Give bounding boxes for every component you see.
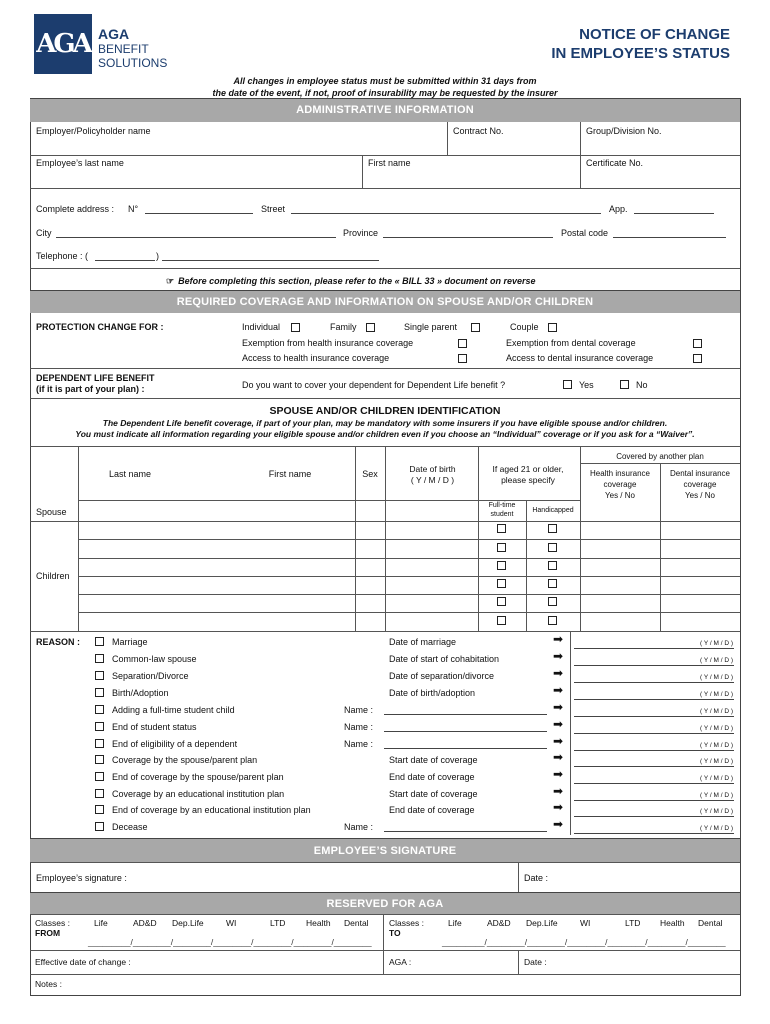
handicapped-checkbox-1[interactable] xyxy=(548,524,557,533)
ymd-hint: ( Y / M / D ) xyxy=(700,808,733,815)
student-checkbox-3[interactable] xyxy=(497,561,506,570)
reason-date-field-10[interactable] xyxy=(574,800,734,801)
reason-date-label-1: Date of marriage xyxy=(389,637,457,647)
street-field[interactable] xyxy=(291,213,601,214)
col-dental3: Yes / No xyxy=(685,491,715,500)
reason-date-field-1[interactable] xyxy=(574,648,734,649)
arrow-right-icon: ➡ xyxy=(553,632,564,646)
col-fulltime1: Full-time xyxy=(488,502,516,509)
arrow-right-icon: ➡ xyxy=(553,784,564,798)
reason-date-label-11: End date of coverage xyxy=(389,805,475,815)
arrow-right-icon: ➡ xyxy=(553,767,564,781)
handicapped-checkbox-4[interactable] xyxy=(548,579,557,588)
to-col-dental: Dental xyxy=(698,918,723,928)
from-col-ltd: LTD xyxy=(270,918,286,928)
reason-checkbox-9[interactable] xyxy=(95,772,104,781)
reason-name-field-5[interactable] xyxy=(384,714,547,715)
exempt-health-checkbox[interactable] xyxy=(458,339,467,348)
family-checkbox[interactable] xyxy=(366,323,375,332)
handicapped-checkbox-5[interactable] xyxy=(548,597,557,606)
children-row-label: Children xyxy=(36,571,70,581)
reason-date-field-2[interactable] xyxy=(574,665,734,666)
to-col-health: Health xyxy=(660,918,685,928)
arrow-right-icon: ➡ xyxy=(553,649,564,663)
spouse-title: SPOUSE AND/OR CHILDREN IDENTIFICATION xyxy=(269,405,501,417)
reason-item-11: End of coverage by an educational institution plan xyxy=(112,805,311,815)
spouse-note1: The Dependent Life benefit coverage, if part of your plan, may be mandatory with some insurers if you have eligible spouse and/or children. xyxy=(102,418,668,428)
province-field[interactable] xyxy=(383,237,553,238)
from-col-dental: Dental xyxy=(344,918,369,928)
logo-solutions: SOLUTIONS xyxy=(98,56,168,70)
telephone-close: ) xyxy=(156,251,159,261)
reason-name-field-6[interactable] xyxy=(384,731,547,732)
dep-life-yes-label: Yes xyxy=(579,380,594,390)
address-no-field[interactable] xyxy=(145,213,253,214)
reserved-header: RESERVED FOR AGA xyxy=(30,892,740,914)
reason-checkbox-7[interactable] xyxy=(95,739,104,748)
address-label: Complete address : xyxy=(36,204,115,214)
to-col-deplife: Dep.Life xyxy=(526,918,558,928)
ymd-hint: ( Y / M / D ) xyxy=(700,657,733,664)
reason-checkbox-6[interactable] xyxy=(95,722,104,731)
dep-life-question: Do you want to cover your dependent for Dependent Life benefit ? xyxy=(242,380,506,390)
col-aged1: If aged 21 or older, xyxy=(492,464,564,474)
couple-checkbox[interactable] xyxy=(548,323,557,332)
notes-label: Notes : xyxy=(35,979,62,989)
province-label: Province xyxy=(343,228,379,238)
ymd-hint: ( Y / M / D ) xyxy=(700,775,733,782)
reason-item-5: Adding a full-time student child xyxy=(112,705,235,715)
arrow-right-icon: ➡ xyxy=(553,700,564,714)
reason-checkbox-2[interactable] xyxy=(95,654,104,663)
student-checkbox-4[interactable] xyxy=(497,579,506,588)
from-class-fields[interactable]: _________/________/________/________/________/________/________ xyxy=(88,937,372,947)
ymd-hint: ( Y / M / D ) xyxy=(700,742,733,749)
reason-item-7: End of eligibility of a dependent xyxy=(112,739,238,749)
arrow-right-icon: ➡ xyxy=(553,800,564,814)
spouse-row-label: Spouse xyxy=(36,507,67,517)
reason-date-field-7[interactable] xyxy=(574,750,734,751)
to-col-life: Life xyxy=(448,918,462,928)
exempt-dental-checkbox[interactable] xyxy=(693,339,702,348)
city-label: City xyxy=(36,228,52,238)
app-field[interactable] xyxy=(634,213,714,214)
reason-checkbox-1[interactable] xyxy=(95,637,104,646)
postal-label: Postal code xyxy=(561,228,609,238)
student-checkbox-5[interactable] xyxy=(497,597,506,606)
covered-by-label: Covered by another plan xyxy=(616,452,704,461)
from-col-add: AD&D xyxy=(133,918,157,928)
to-col-ltd: LTD xyxy=(625,918,641,928)
dep-life-no-checkbox[interactable] xyxy=(620,380,629,389)
handicapped-checkbox-6[interactable] xyxy=(548,616,557,625)
reason-checkbox-12[interactable] xyxy=(95,822,104,831)
reason-date-field-12[interactable] xyxy=(574,833,734,834)
reason-name-field-7[interactable] xyxy=(384,748,547,749)
reason-item-6: End of student status xyxy=(112,722,197,732)
bill-note: ☞ Before completing this section, please refer to the « BILL 33 » document on reverse xyxy=(166,276,536,286)
ymd-hint: ( Y / M / D ) xyxy=(700,674,733,681)
app-label: App. xyxy=(609,204,628,214)
col-fulltime2: student xyxy=(490,511,514,518)
reason-item-8: Coverage by the spouse/parent plan xyxy=(112,755,258,765)
logo xyxy=(34,14,174,76)
reason-checkbox-8[interactable] xyxy=(95,755,104,764)
col-first-name: First name xyxy=(268,469,312,479)
telephone-label: Telephone : ( xyxy=(36,251,89,261)
reason-item-4: Birth/Adoption xyxy=(112,688,169,698)
intro-line2: the date of the event, if not, proof of insurability may be requested by the insurer xyxy=(212,88,558,98)
col-health3: Yes / No xyxy=(605,491,635,500)
from-label: FROM xyxy=(35,928,61,938)
reason-date-field-11[interactable] xyxy=(574,816,734,817)
reason-date-label-8: Start date of coverage xyxy=(389,755,478,765)
student-checkbox-6[interactable] xyxy=(497,616,506,625)
col-dob2: ( Y / M / D ) xyxy=(410,475,455,485)
spouse-note2: You must indicate all information regarding your eligible spouse and/or children even if you choose an “Individual” coverage or if you ask for a “Waiver”. xyxy=(75,429,695,439)
to-col-wi: WI xyxy=(580,918,591,928)
aga-label: AGA : xyxy=(389,957,412,967)
col-health2: coverage xyxy=(603,480,637,489)
arrow-right-icon: ➡ xyxy=(553,817,564,831)
arrow-right-icon: ➡ xyxy=(553,717,564,731)
reason-date-field-9[interactable] xyxy=(574,783,734,784)
reason-name-label-5: Name : xyxy=(344,705,374,715)
col-handicapped: Handicapped xyxy=(532,507,574,514)
classes-to-label: Classes : xyxy=(389,918,424,928)
reason-item-1: Marriage xyxy=(112,637,148,647)
individual-label: Individual xyxy=(242,322,281,332)
reason-date-label-3: Date of separation/divorce xyxy=(389,671,495,681)
col-sex: Sex xyxy=(362,469,378,479)
certificate-label: Certificate No. xyxy=(586,158,644,168)
reason-checkbox-11[interactable] xyxy=(95,805,104,814)
from-col-deplife: Dep.Life xyxy=(172,918,204,928)
col-last-name: Last name xyxy=(108,469,152,479)
single-parent-checkbox[interactable] xyxy=(471,323,480,332)
single-parent-label: Single parent xyxy=(404,322,458,332)
city-field[interactable] xyxy=(56,237,336,238)
reason-date-label-2: Date of start of cohabitation xyxy=(389,654,500,664)
family-label: Family xyxy=(330,322,357,332)
from-col-health: Health xyxy=(306,918,331,928)
ymd-hint: ( Y / M / D ) xyxy=(700,758,733,765)
reason-item-10: Coverage by an educational institution plan xyxy=(112,789,285,799)
reason-checkbox-3[interactable] xyxy=(95,671,104,680)
to-label: TO xyxy=(389,928,401,938)
logo-name: AGA xyxy=(98,26,130,42)
reason-date-field-8[interactable] xyxy=(574,766,734,767)
employee-signature-label: Employee’s signature : xyxy=(36,873,127,883)
ymd-hint: ( Y / M / D ) xyxy=(700,708,733,715)
reason-date-field-5[interactable] xyxy=(574,716,734,717)
reason-checkbox-10[interactable] xyxy=(95,789,104,798)
reason-item-12: Decease xyxy=(112,822,148,832)
dep-life-yes-checkbox[interactable] xyxy=(563,380,572,389)
col-dob1: Date of birth xyxy=(409,464,456,474)
couple-label: Couple xyxy=(510,322,539,332)
address-no-label: N° xyxy=(128,204,139,214)
ymd-hint: ( Y / M / D ) xyxy=(700,691,733,698)
arrow-right-icon: ➡ xyxy=(553,750,564,764)
logo-mark: AGA xyxy=(34,14,92,74)
logo-benefit: BENEFIT xyxy=(98,42,149,56)
col-aged2: please specify xyxy=(501,475,555,485)
telephone-area-field[interactable] xyxy=(95,260,155,261)
reason-name-label-6: Name : xyxy=(344,722,374,732)
arrow-right-icon: ➡ xyxy=(553,734,564,748)
pointing-hand-icon: ☞ xyxy=(166,276,175,286)
student-checkbox-1[interactable] xyxy=(497,524,506,533)
ymd-hint: ( Y / M / D ) xyxy=(700,792,733,799)
ymd-hint: ( Y / M / D ) xyxy=(700,640,733,647)
intro-line1: All changes in employee status must be submitted within 31 days from xyxy=(233,76,537,86)
access-dental-checkbox[interactable] xyxy=(693,354,702,363)
exempt-health-label: Exemption from health insurance coverage xyxy=(242,338,414,348)
from-col-life: Life xyxy=(94,918,108,928)
reason-name-label-12: Name : xyxy=(344,822,374,832)
ymd-hint: ( Y / M / D ) xyxy=(700,725,733,732)
reason-date-label-4: Date of birth/adoption xyxy=(389,688,476,698)
reason-label: REASON : xyxy=(36,637,81,647)
to-col-add: AD&D xyxy=(487,918,511,928)
arrow-right-icon: ➡ xyxy=(553,683,564,697)
dep-life-no-label: No xyxy=(636,380,648,390)
reason-date-label-9: End date of coverage xyxy=(389,772,475,782)
employer-label: Employer/Policyholder name xyxy=(36,126,151,136)
reason-item-9: End of coverage by the spouse/parent plan xyxy=(112,772,284,782)
admin-header: ADMINISTRATIVE INFORMATION xyxy=(30,99,740,122)
ymd-hint: ( Y / M / D ) xyxy=(700,825,733,832)
reason-item-3: Separation/Divorce xyxy=(112,671,189,681)
access-health-label: Access to health insurance coverage xyxy=(242,353,390,363)
protection-label: PROTECTION CHANGE FOR : xyxy=(36,322,164,332)
signature-header: EMPLOYEE’S SIGNATURE xyxy=(30,838,740,862)
individual-checkbox[interactable] xyxy=(291,323,300,332)
dep-life-label1: DEPENDENT LIFE BENEFIT xyxy=(36,373,155,383)
col-dental2: coverage xyxy=(683,480,717,489)
handicapped-checkbox-2[interactable] xyxy=(548,543,557,552)
postal-field[interactable] xyxy=(613,237,726,238)
last-name-label: Employee’s last name xyxy=(36,158,124,168)
reason-date-field-4[interactable] xyxy=(574,699,734,700)
arrow-right-icon: ➡ xyxy=(553,666,564,680)
coverage-header: REQUIRED COVERAGE AND INFORMATION ON SPOUSE AND/OR CHILDREN xyxy=(30,290,740,313)
reason-item-2: Common-law spouse xyxy=(112,654,197,664)
reserved-date-label: Date : xyxy=(524,957,547,967)
reason-checkbox-5[interactable] xyxy=(95,705,104,714)
reason-name-field-12[interactable] xyxy=(384,831,547,832)
group-label: Group/Division No. xyxy=(586,126,662,136)
doc-title-line2: IN EMPLOYEE’S STATUS xyxy=(551,45,730,62)
col-dental1: Dental insurance xyxy=(669,469,731,478)
reason-date-label-10: Start date of coverage xyxy=(389,789,478,799)
exempt-dental-label: Exemption from dental coverage xyxy=(506,338,636,348)
reason-checkbox-4[interactable] xyxy=(95,688,104,697)
from-col-wi: WI xyxy=(226,918,237,928)
reason-date-field-6[interactable] xyxy=(574,733,734,734)
classes-from-label: Classes : xyxy=(35,918,70,928)
signature-date-label: Date : xyxy=(524,873,549,883)
first-name-label: First name xyxy=(368,158,411,168)
doc-title-line1: NOTICE OF CHANGE xyxy=(579,26,730,43)
to-class-fields[interactable]: _________/________/________/________/________/________/________ xyxy=(442,937,726,947)
student-checkbox-2[interactable] xyxy=(497,543,506,552)
col-health1: Health insurance xyxy=(589,469,651,478)
telephone-field[interactable] xyxy=(162,260,379,261)
access-dental-label: Access to dental insurance coverage xyxy=(506,353,654,363)
reason-name-label-7: Name : xyxy=(344,739,374,749)
effective-date-label: Effective date of change : xyxy=(35,957,131,967)
contract-label: Contract No. xyxy=(453,126,504,136)
access-health-checkbox[interactable] xyxy=(458,354,467,363)
dep-life-label2: (if it is part of your plan) : xyxy=(36,384,145,394)
reason-date-field-3[interactable] xyxy=(574,682,734,683)
street-label: Street xyxy=(261,204,286,214)
handicapped-checkbox-3[interactable] xyxy=(548,561,557,570)
